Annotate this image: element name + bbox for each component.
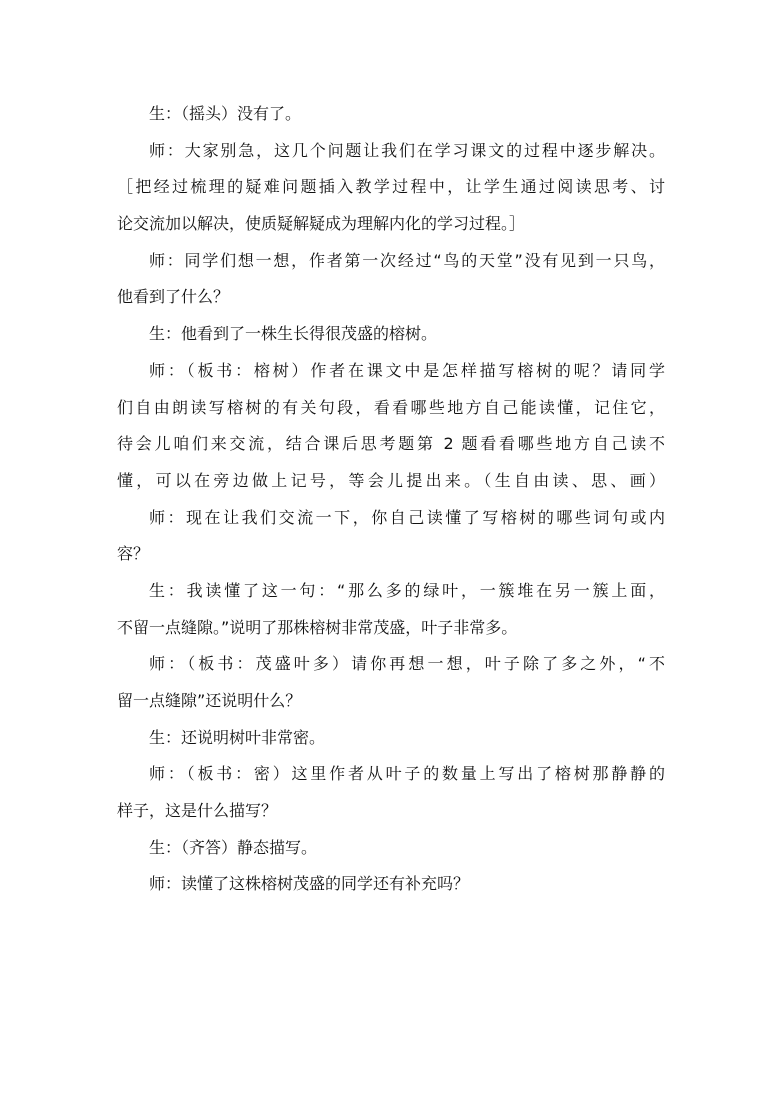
text-line: 生：（齐答）静态描写。 [149,837,318,857]
text-line: 师：大家别急，这几个问题让我们在学习课文的过程中逐步解决。 [149,140,665,160]
document-page [117,96,665,903]
text-line: 留一点缝隙”还说明什么？ [117,691,302,710]
text-line: 待会儿咱们来交流，结合课后思考题第 2 题看看哪些地方自己读不 [117,434,665,454]
text-line: 不留一点缝隙。”说明了那株榕树非常茂盛，叶子非常多。 [117,617,518,637]
text-line: 师：同学们想一想，作者第一次经过“鸟的天堂”没有见到一只鸟， [149,250,665,270]
text-line: 师：（板书：茂盛叶多）请你再想一想，叶子除了多之外，“不 [149,654,665,674]
text-line: 他看到了什么？ [117,287,230,307]
text-line: 们自由朗读写榕树的有关句段，看看哪些地方自己能读懂，记住它， [117,397,665,417]
text-line: 师：（板书：密）这里作者从叶子的数量上写出了榕树那静静的 [149,764,665,784]
text-line: 生：他看到了一株生长得很茂盛的榕树。 [149,324,438,344]
text-line: 容？ [117,544,150,564]
text-line: 师：现在让我们交流一下，你自己读懂了写榕树的哪些词句或内 [149,507,665,527]
text-line: 师：（板书：榕树）作者在课文中是怎样描写榕树的呢？请同学 [149,360,665,380]
text-line: 生：还说明树叶非常密。 [149,727,326,747]
text-line: 懂，可以在旁边做上记号，等会儿提出来。（生自由读、思、画） [117,470,665,490]
text-line: 论交流加以解决，使质疑解疑成为理解内化的学习过程。］ [117,214,526,234]
text-line: 生：我读懂了这一句：“那么多的绿叶，一簇堆在另一簇上面， [149,580,665,600]
text-line: 生：（摇头）没有了。 [149,104,302,123]
text-line: 样子，这是什么描写？ [117,801,278,821]
text-line: ［把经过梳理的疑难问题插入教学过程中，让学生通过阅读思考、讨 [117,177,665,197]
text-line: 师：读懂了这株榕树茂盛的同学还有补充吗？ [149,874,470,894]
